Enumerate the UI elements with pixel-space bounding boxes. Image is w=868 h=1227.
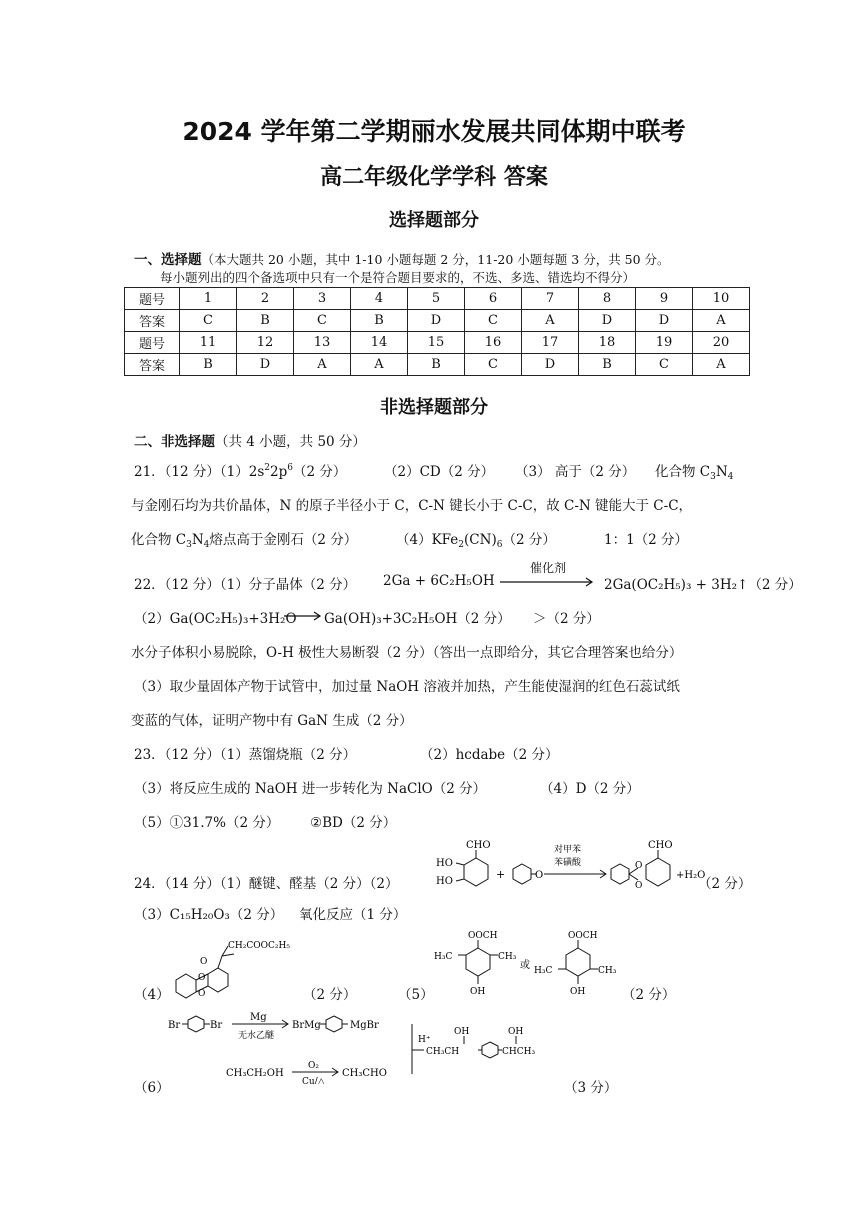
row-label: 题号	[125, 332, 180, 354]
q24-a4-score: （2 分）	[303, 987, 357, 1003]
q23-a4: （4）D（2 分）	[540, 781, 640, 797]
ho-label: HO	[436, 876, 453, 887]
mg-label: Mg	[250, 1012, 267, 1023]
table-cell: C	[294, 310, 351, 332]
methyl-label: CH₃	[498, 952, 517, 962]
br-label: Br	[210, 1020, 223, 1031]
q21-head: 21．（12 分）（1）	[134, 464, 249, 480]
ester-structure	[166, 934, 306, 1006]
q22-l2b: Ga(OH)₃+3C₂H₅OH（2 分）	[324, 611, 511, 627]
q22-head: 22．（12 分）（1）分子晶体（2 分）	[134, 577, 357, 593]
table-cell: A	[693, 310, 750, 332]
table-cell: B	[237, 310, 294, 332]
o-label: O	[635, 861, 643, 871]
cu-heat-label: Cu/△	[302, 1077, 325, 1084]
mc-instructions: （本大题共 20 小题，其中 1-10 小题每题 2 分，11-20 小题每题 3 分，共 50 分。	[201, 252, 670, 267]
acetal-reaction-structure	[432, 838, 716, 910]
synthesis-route	[168, 1010, 568, 1084]
reaction-arrow-icon	[284, 611, 324, 621]
q24-a6-label: （6）	[134, 1080, 170, 1096]
q24-a4-label: （4）	[134, 987, 170, 1003]
product-left-label: CH₃CH	[426, 1047, 460, 1057]
table-cell: 1	[180, 288, 237, 310]
q24-a5-score: （2 分）	[622, 987, 676, 1003]
acid-label: H⁺	[418, 1035, 431, 1045]
q24-a5-label: （5）	[398, 987, 434, 1003]
table-cell: A	[351, 354, 408, 376]
q23-head: 23．（12 分）（1）蒸馏烧瓶（2 分）	[134, 747, 357, 763]
catalyst-label: 对甲苯	[554, 845, 582, 855]
o2-label: O₂	[308, 1061, 319, 1071]
q21-a4: $(4)KFe_2(CN)_6(2$ 分）	[396, 532, 556, 550]
table-row	[125, 332, 750, 354]
table-cell: 16	[465, 332, 522, 354]
methyl-label: CH₃	[598, 966, 617, 976]
table-cell: 13	[294, 332, 351, 354]
nmc-heading	[134, 430, 366, 450]
q23-a3: （3）将反应生成的 NaOH 进一步转化为 NaClO（2 分）	[134, 781, 487, 797]
table-row	[125, 288, 750, 310]
oocch-label: OOCH	[468, 931, 498, 941]
oocch-label: OOCH	[568, 931, 598, 941]
o-label: O	[200, 957, 208, 967]
mc-label: 一、选择题	[134, 252, 202, 268]
q21-line3-a: 化合物 C	[131, 532, 187, 548]
table-cell: 15	[408, 332, 465, 354]
ketone-o-label: O	[535, 870, 544, 881]
table-cell: 14	[351, 332, 408, 354]
table-cell: 3	[294, 288, 351, 310]
nmc-info: （共 4 小题，共 50 分）	[215, 434, 366, 450]
table-cell: A	[693, 354, 750, 376]
q21-a4-text: （4）KFe	[396, 532, 459, 548]
table-cell: A	[294, 354, 351, 376]
page-title: 2024 学年第二学期丽水发展共同体期中联考	[182, 117, 686, 146]
q23-a5a: （5）①31.7%（2 分）	[134, 815, 280, 831]
q21-compound-text: 化合物 C	[655, 464, 711, 480]
plus-sign: +	[496, 868, 506, 881]
mc-instructions-line1	[134, 248, 670, 268]
answer-table	[124, 287, 750, 376]
page-subtitle: 高二年级化学学科 答案	[320, 165, 548, 190]
q21-score: （2 分）	[292, 464, 347, 480]
table-cell: D	[579, 310, 636, 332]
isomer-structures	[428, 926, 628, 998]
row-label: 答案	[125, 354, 180, 376]
table-cell: A	[522, 310, 579, 332]
br-label: Br	[168, 1020, 181, 1031]
q23-a5b: ②BD（2 分）	[310, 815, 397, 831]
table-cell: D	[408, 310, 465, 332]
methyl-label: H₃C	[534, 966, 553, 976]
q21-line1	[134, 460, 346, 480]
table-row	[125, 310, 750, 332]
table-cell: C	[465, 354, 522, 376]
q22-l4: （3）取少量固体产物于试管中，加过量 NaOH 溶液并加热，产生能使湿润的红色石蕊试纸	[134, 679, 680, 695]
mgbr-label: MgBr	[350, 1020, 379, 1031]
q24-a2-score: （2 分）	[698, 876, 752, 892]
q22-l3: 水分子体积小易脱除，O-H 极性大易断裂（2 分）（答出一点即给分，其它合理答案也给分）	[131, 645, 683, 661]
q21-line3-b: 熔点高于金刚石（2 分）	[209, 532, 358, 548]
table-cell: D	[237, 354, 294, 376]
table-cell: 7	[522, 288, 579, 310]
q21-compound: 化合物 $C_3N_4$	[655, 464, 734, 482]
cho-label: CHO	[466, 840, 491, 851]
q21-line3: 化合物 $C_3N_4$熔点高于金刚石（2 分）	[131, 532, 358, 550]
water-label: +H₂O	[676, 870, 706, 881]
table-cell: C	[636, 354, 693, 376]
table-cell: 5	[408, 288, 465, 310]
table-cell: D	[636, 310, 693, 332]
table-cell: 4	[351, 288, 408, 310]
reaction-arrow-icon	[500, 577, 600, 587]
q21-line2: 与金刚石均为共价晶体，N 的原子半径小于 C，C-N 键长小于 C-C，故 C-N 键能大于 C-C，	[131, 498, 693, 514]
nmc-label: 二、非选择题	[134, 434, 215, 450]
q24-head: 24．（14 分）（1）醚键、醛基（2 分）（2）	[134, 876, 399, 892]
catalyst-label: 苯磺酸	[554, 858, 582, 868]
oh-label: OH	[508, 1027, 524, 1037]
o-label: O	[198, 973, 206, 983]
table-cell: 11	[180, 332, 237, 354]
table-cell: 6	[465, 288, 522, 310]
table-cell: D	[522, 354, 579, 376]
q21-a4-b: (CN)	[464, 532, 497, 548]
q21-a2: （2）CD（2 分）	[384, 464, 495, 480]
q22-eq-left: 2Ga + 6C₂H₅OH	[383, 573, 495, 589]
brmg-label: BrMg	[292, 1020, 321, 1031]
ester-chain-label: CH₂COOC₂H₅	[228, 941, 290, 951]
table-cell: C	[465, 310, 522, 332]
q21-a4-c: （2 分）	[502, 532, 556, 548]
table-cell: B	[180, 354, 237, 376]
section-heading-choice: 选择题部分	[389, 210, 479, 231]
table-cell: 12	[237, 332, 294, 354]
mc-instructions-line2: 每小题列出的四个备选项中只有一个是符合题目要求的，不选、多选、错选均不得分）	[160, 270, 636, 285]
q22-l2a: （2）Ga(OC₂H₅)₃+3H₂O	[134, 611, 297, 627]
q21-config: $2s^22p^6$	[248, 463, 293, 480]
q21-ratio: 1：1（2 分）	[604, 532, 689, 548]
methyl-label: H₃C	[434, 952, 453, 962]
oh-label: OH	[570, 987, 586, 997]
table-cell: 2	[237, 288, 294, 310]
table-cell: B	[408, 354, 465, 376]
table-cell: 20	[693, 332, 750, 354]
q24-a3: （3）C₁₅H₂₀O₃（2 分）	[134, 907, 284, 923]
oh-label: OH	[470, 987, 486, 997]
q23-a2: （2）hcdabe（2 分）	[420, 747, 559, 763]
table-cell: 19	[636, 332, 693, 354]
table-cell: 17	[522, 332, 579, 354]
table-cell: 18	[579, 332, 636, 354]
oh-label: OH	[454, 1027, 470, 1037]
section-heading-nonchoice: 非选择题部分	[380, 397, 488, 418]
q22-l2c: ＞（2 分）	[533, 611, 600, 627]
o-label: O	[198, 989, 206, 999]
table-cell: C	[180, 310, 237, 332]
ether-label: 无水乙醚	[238, 1031, 275, 1041]
product-right-label: CHCH₃	[502, 1047, 536, 1057]
row-label: 题号	[125, 288, 180, 310]
table-cell: B	[351, 310, 408, 332]
table-cell: 10	[693, 288, 750, 310]
q21-a3: （3） 高于（2 分）	[515, 464, 636, 480]
q22-l5: 变蓝的气体，证明产物中有 GaN 生成（2 分）	[131, 713, 413, 729]
acetaldehyde-label: CH₃CHO	[342, 1068, 387, 1079]
row-label: 答案	[125, 310, 180, 332]
cho-label: CHO	[648, 840, 673, 851]
ethanol-label: CH₃CH₂OH	[226, 1068, 284, 1079]
table-cell: 9	[636, 288, 693, 310]
table-cell: 8	[579, 288, 636, 310]
o-label: O	[635, 881, 643, 891]
q24-a6-score: （3 分）	[564, 1080, 618, 1096]
q24-a3b: 氧化反应（1 分）	[299, 907, 407, 923]
q22-catalyst: 催化剂	[530, 561, 567, 575]
table-row	[125, 354, 750, 376]
q22-eq-right: 2Ga(OC₂H₅)₃ + 3H₂↑（2 分）	[604, 577, 802, 593]
table-cell: B	[579, 354, 636, 376]
or-label: 或	[520, 960, 530, 971]
ho-label: HO	[436, 858, 453, 869]
